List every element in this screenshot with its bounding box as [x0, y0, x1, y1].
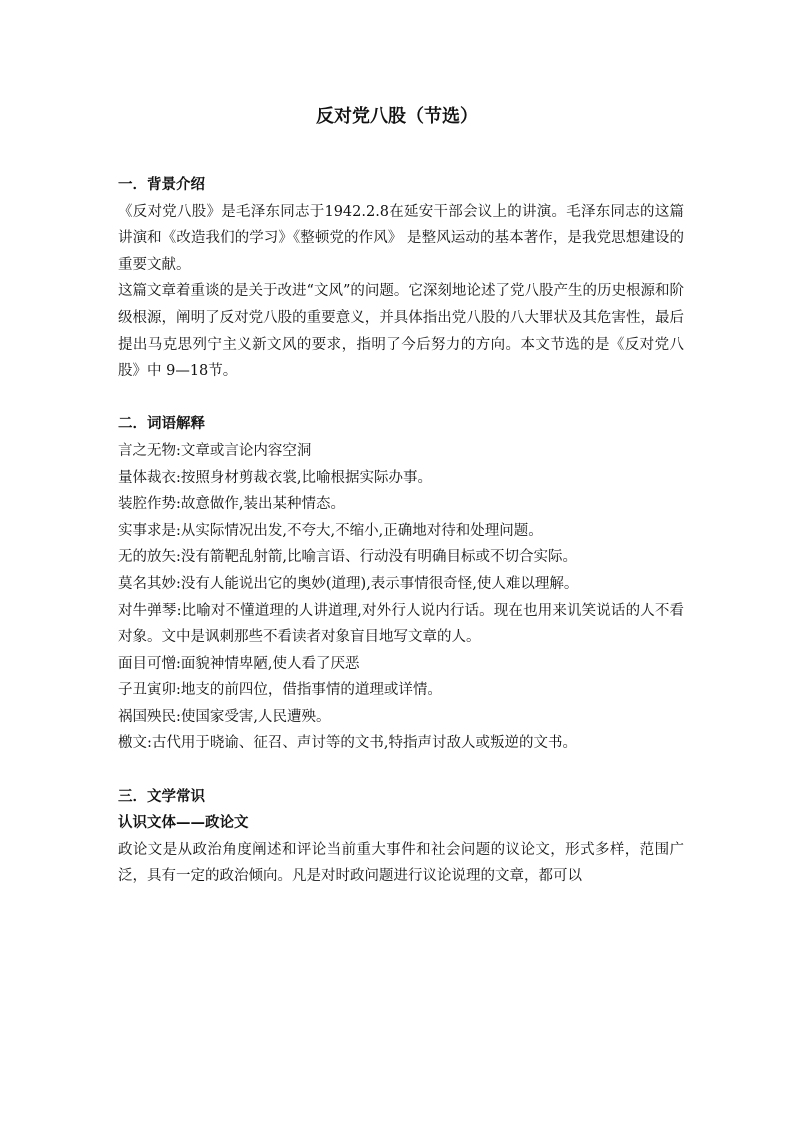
blank-line: [118, 757, 684, 784]
section-heading-literature: 三．文学常识: [118, 787, 205, 805]
section-heading-background: 一．背景介绍: [118, 176, 205, 193]
vocabulary-item: 量体裁衣:按照身材剪裁衣裳,比喻根据实际办事。: [118, 469, 432, 486]
document-body: [118, 172, 684, 890]
vocabulary-item: 对牛弹琴:比喻对不懂道理的人讲道理,对外行人说内行话。现在也用来讥笑说话的人不看对象。文中是讽刺那些不看读者对象盲目地写文章的人。: [118, 602, 684, 646]
vocabulary-item: 檄文:古代用于晓谕、征召、声讨等的文书,特指声讨敌人或叛逆的文书。: [118, 735, 577, 752]
vocabulary-item: 莫名其妙:没有人能说出它的奥妙(道理),表示事情很奇怪,使人难以理解。: [118, 575, 579, 592]
literature-paragraph-1: 政论文是从政治角度阐述和评论当前重大事件和社会问题的议论文，形式多样，范围广泛，具有一定的政治倾向。凡是对时政问题进行议论说理的文章，都可以: [118, 841, 684, 885]
vocabulary-item: 无的放矢:没有箭靶乱射箭,比喻言语、行动没有明确目标或不切合实际。: [118, 549, 577, 566]
document-title: 反对党八股（节选）: [316, 106, 478, 127]
vocabulary-item: 言之无物:文章或言论内容空洞: [118, 442, 312, 459]
vocabulary-item: 祸国殃民:使国家受害,人民遭殃。: [118, 708, 331, 725]
vocabulary-item: 实事求是:从实际情况出发,不夸大,不缩小,正确地对待和处理问题。: [118, 522, 543, 539]
vocabulary-item: 面目可憎:面貌神情卑陋,使人看了厌恶: [118, 655, 360, 672]
vocabulary-item: 子丑寅卯:地支的前四位，借指事情的道理或详情。: [118, 682, 442, 699]
blank-line: [118, 385, 684, 412]
vocabulary-item: 装腔作势:故意做作,装出某种情态。: [118, 496, 345, 513]
background-paragraph-1: 《反对党八股》是毛泽东同志于1942.2.8在延安干部会议上的讲演。毛泽东同志的这篇讲演和《改造我们的学习》《整顿党的作风》 是整风运动的基本著作，是我党思想建设的重要文献。: [118, 203, 684, 273]
subheading-genre: 认识文体——政论文: [118, 814, 249, 832]
background-paragraph-2: 这篇文章着重谈的是关于改进“文风”的问题。它深刻地论述了党八股产生的历史根源和阶级根源，阐明了反对党八股的重要意义，并具体指出党八股的八大罪状及其危害性，最后提出马克思列宁主义新文风的要求，指明了今后努力的方向。本文节选的是《反对党八股》中 9—18节。: [118, 283, 684, 380]
section-heading-vocabulary: 二．词语解释: [118, 415, 205, 433]
